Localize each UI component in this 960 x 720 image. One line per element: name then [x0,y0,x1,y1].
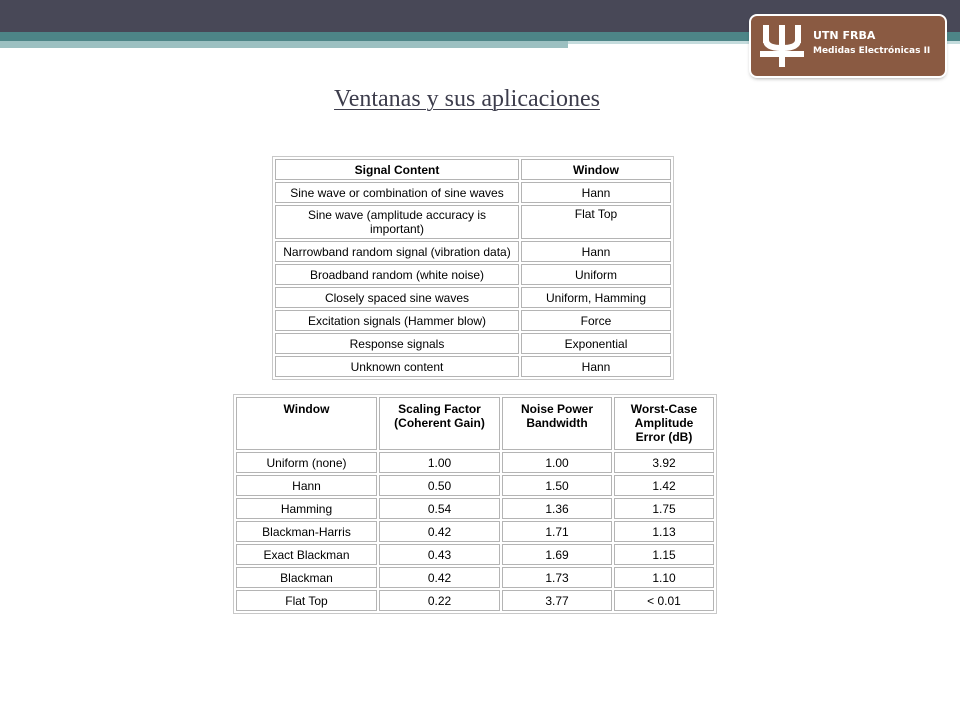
table-cell: Broadband random (white noise) [275,264,519,285]
table-cell: Sine wave (amplitude accuracy is important) [275,205,519,239]
table-cell: 1.50 [502,475,612,496]
table-row [275,333,671,354]
table-row [236,475,714,496]
table-cell: Uniform [521,264,671,285]
table-row [236,452,714,473]
table-cell: 0.54 [379,498,500,519]
table-cell: Response signals [275,333,519,354]
table-cell: Closely spaced sine waves [275,287,519,308]
table-cell: Hann [521,356,671,377]
column-header: Worst-Case Amplitude Error (dB) [614,397,714,450]
table-cell: 1.15 [614,544,714,565]
table-row [275,205,671,239]
table-row [236,590,714,611]
table-row [275,241,671,262]
table-row [275,182,671,203]
table-cell: 1.71 [502,521,612,542]
table-cell: 1.73 [502,567,612,588]
table-cell: Hann [521,182,671,203]
table-cell: Blackman [236,567,377,588]
table-cell: 1.00 [379,452,500,473]
signal-window-table [272,156,674,380]
table-row [275,310,671,331]
table-cell: 1.75 [614,498,714,519]
table-cell: Flat Top [236,590,377,611]
table-row [236,498,714,519]
table-header-row [275,159,671,180]
table-cell: < 0.01 [614,590,714,611]
badge-title: UTN FRBA [813,29,876,42]
table-cell: Unknown content [275,356,519,377]
table-cell: Excitation signals (Hammer blow) [275,310,519,331]
table-cell: Narrowband random signal (vibration data) [275,241,519,262]
table-cell: Exponential [521,333,671,354]
slide-title: Ventanas y sus aplicaciones [334,86,600,112]
table-cell: 3.77 [502,590,612,611]
table-cell: Force [521,310,671,331]
column-header: Window [521,159,671,180]
utn-logo-icon [759,24,805,68]
table-cell: Hamming [236,498,377,519]
column-header: Scaling Factor (Coherent Gain) [379,397,500,450]
table-cell: Hann [236,475,377,496]
table-cell: 1.13 [614,521,714,542]
table-cell: 1.00 [502,452,612,473]
table-cell: 1.42 [614,475,714,496]
badge-subtitle: Medidas Electrónicas II [813,46,931,56]
table-cell: Uniform, Hamming [521,287,671,308]
table-cell: Uniform (none) [236,452,377,473]
table-cell: Blackman-Harris [236,521,377,542]
table-cell: 0.43 [379,544,500,565]
table-cell: 1.36 [502,498,612,519]
table-row [236,567,714,588]
column-header: Noise Power Bandwidth [502,397,612,450]
column-header: Window [236,397,377,450]
table-cell: Sine wave or combination of sine waves [275,182,519,203]
table-row [275,264,671,285]
window-characteristics-table [233,394,717,614]
table-row [275,287,671,308]
table-row [236,544,714,565]
table-cell: 0.50 [379,475,500,496]
utn-badge [751,16,945,76]
table-cell: Flat Top [521,205,671,239]
table-cell: 0.22 [379,590,500,611]
table-cell: 0.42 [379,521,500,542]
table-cell: 0.42 [379,567,500,588]
table-row [236,521,714,542]
table-row [275,356,671,377]
table-header-row [236,397,714,450]
table-cell: 1.69 [502,544,612,565]
table-cell: 1.10 [614,567,714,588]
column-header: Signal Content [275,159,519,180]
table-cell: Hann [521,241,671,262]
table-cell: 3.92 [614,452,714,473]
table-cell: Exact Blackman [236,544,377,565]
header-accent-band-light [0,41,568,48]
